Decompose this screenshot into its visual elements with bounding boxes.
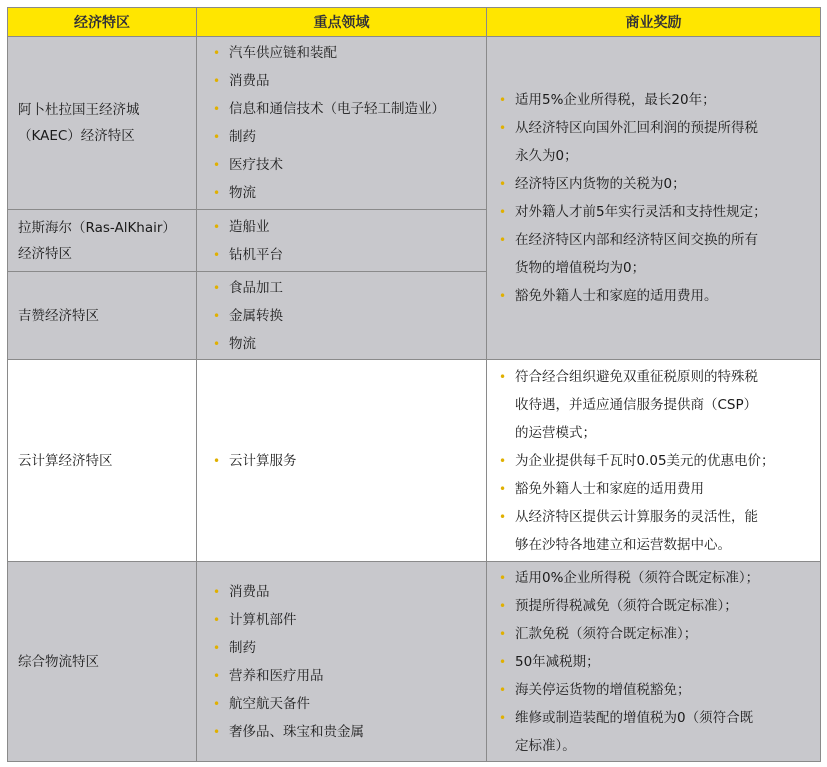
bullet-icon: • bbox=[499, 598, 507, 613]
bullet-icon: • bbox=[499, 626, 507, 641]
reward-list bbox=[495, 564, 814, 760]
focus-list bbox=[209, 578, 476, 746]
bullet-icon: • bbox=[213, 46, 221, 60]
reward-item-text: 定标准）。 bbox=[515, 737, 576, 754]
bullet-icon: • bbox=[213, 186, 221, 200]
bullet-icon: • bbox=[499, 289, 507, 303]
focus-cell bbox=[197, 272, 487, 360]
header-zone: 经济特区 bbox=[8, 8, 197, 37]
table-body bbox=[8, 37, 821, 762]
focus-item-text: 消费品 bbox=[229, 583, 270, 600]
bullet-icon: • bbox=[213, 696, 221, 711]
reward-item bbox=[495, 503, 814, 559]
zone-name-cell bbox=[8, 210, 197, 272]
table-row bbox=[8, 562, 821, 762]
focus-item bbox=[209, 718, 476, 746]
focus-cell bbox=[197, 210, 487, 272]
header-reward: 商业奖励 bbox=[487, 8, 821, 37]
reward-item-text: 维修或制造装配的增值税为0（须符合既 bbox=[515, 709, 754, 726]
bullet-icon: • bbox=[213, 584, 221, 599]
reward-item bbox=[495, 170, 814, 198]
zone-name-cell bbox=[8, 37, 197, 210]
bullet-icon: • bbox=[213, 247, 221, 262]
bullet-icon: • bbox=[213, 130, 221, 144]
reward-item bbox=[495, 447, 814, 475]
focus-item-text: 汽车供应链和装配 bbox=[229, 45, 337, 61]
reward-item-text: 经济特区内货物的关税为0； bbox=[515, 176, 686, 192]
focus-item bbox=[209, 179, 476, 207]
reward-item bbox=[495, 592, 814, 620]
reward-item-text: 豁免外籍人士和家庭的适用费用 bbox=[515, 480, 704, 497]
focus-item bbox=[209, 606, 476, 634]
reward-item-text: 为企业提供每千瓦时0.05美元的优惠电价； bbox=[515, 452, 775, 469]
bullet-icon: • bbox=[213, 612, 221, 627]
reward-item bbox=[495, 282, 814, 310]
reward-item-text: 符合经合组织避免双重征税原则的特殊税 bbox=[515, 368, 758, 385]
reward-item bbox=[495, 86, 814, 114]
zone-name-text: 综合物流特区 bbox=[18, 653, 99, 670]
focus-item-text: 钻机平台 bbox=[229, 246, 283, 263]
reward-item-text: 的运营模式； bbox=[515, 424, 596, 441]
zone-name-text: 吉赞经济特区 bbox=[18, 307, 99, 324]
reward-item-text: 对外籍人才前5年实行灵活和支持性规定； bbox=[515, 204, 767, 220]
bullet-icon: • bbox=[499, 369, 507, 384]
bullet-icon: • bbox=[213, 74, 221, 88]
bullet-icon: • bbox=[499, 453, 507, 468]
focus-item-text: 奢侈品、珠宝和贵金属 bbox=[229, 723, 364, 740]
bullet-icon: • bbox=[499, 710, 507, 725]
focus-item-text: 云计算服务 bbox=[229, 452, 297, 469]
bullet-icon: • bbox=[213, 308, 221, 323]
bullet-icon: • bbox=[499, 205, 507, 219]
table-header-row bbox=[8, 8, 821, 37]
focus-item bbox=[209, 302, 476, 330]
focus-item-text: 食品加工 bbox=[229, 279, 283, 296]
bullet-icon: • bbox=[499, 570, 507, 585]
zone-name-cell bbox=[8, 272, 197, 360]
focus-item-text: 制药 bbox=[229, 639, 256, 656]
reward-item-text: 收待遇，并适应通信服务提供商（CSP） bbox=[515, 396, 758, 413]
zone-name-text: 阿卜杜拉国王经济城 bbox=[18, 102, 140, 118]
bullet-icon: • bbox=[499, 682, 507, 697]
focus-item bbox=[209, 67, 476, 95]
reward-cell bbox=[487, 37, 821, 360]
zone-name bbox=[18, 303, 186, 329]
focus-item-text: 制药 bbox=[229, 129, 256, 145]
focus-item-text: 物流 bbox=[229, 335, 256, 352]
focus-item-text: 计算机部件 bbox=[229, 611, 297, 628]
bullet-icon: • bbox=[213, 158, 221, 172]
zone-name-cell bbox=[8, 360, 197, 562]
reward-item bbox=[495, 363, 814, 447]
reward-item-text: 适用0%企业所得税（须符合既定标准）； bbox=[515, 569, 760, 586]
special-economic-zones-table bbox=[7, 7, 821, 762]
bullet-icon: • bbox=[499, 233, 507, 247]
zone-name-text: 拉斯海尔（Ras-AlKhair） bbox=[18, 219, 176, 236]
zone-name-text: 经济特区 bbox=[18, 245, 72, 262]
focus-item bbox=[209, 662, 476, 690]
reward-item-text: 汇款免税（须符合既定标准）； bbox=[515, 625, 698, 642]
reward-item bbox=[495, 620, 814, 648]
bullet-icon: • bbox=[213, 280, 221, 295]
bullet-icon: • bbox=[213, 336, 221, 351]
table-row bbox=[8, 37, 821, 210]
reward-item-text: 适用5%企业所得税，最长20年； bbox=[515, 92, 716, 108]
reward-item bbox=[495, 648, 814, 676]
reward-item-text: 豁免外籍人士和家庭的适用费用。 bbox=[515, 288, 718, 304]
reward-list bbox=[495, 86, 814, 310]
bullet-icon: • bbox=[213, 102, 221, 116]
focus-item-text: 营养和医疗用品 bbox=[229, 667, 324, 684]
focus-item bbox=[209, 690, 476, 718]
focus-item bbox=[209, 95, 476, 123]
bullet-icon: • bbox=[499, 177, 507, 191]
reward-cell bbox=[487, 562, 821, 762]
reward-item-text: 50年减税期； bbox=[515, 653, 600, 670]
reward-item bbox=[495, 564, 814, 592]
focus-item-text: 信息和通信技术（电子轻工制造业） bbox=[229, 101, 445, 117]
bullet-icon: • bbox=[499, 121, 507, 135]
focus-item bbox=[209, 447, 476, 475]
table-row bbox=[8, 360, 821, 562]
reward-item-text: 海关停运货物的增值税豁免； bbox=[515, 681, 691, 698]
focus-cell bbox=[197, 37, 487, 210]
zone-name bbox=[18, 448, 186, 474]
focus-item-text: 航空航天备件 bbox=[229, 695, 310, 712]
reward-item-text: 货物的增值税均为0； bbox=[515, 260, 646, 276]
reward-item bbox=[495, 676, 814, 704]
focus-item-text: 造船业 bbox=[229, 218, 270, 235]
reward-item-text: 在经济特区内部和经济特区间交换的所有 bbox=[515, 232, 758, 248]
focus-item bbox=[209, 578, 476, 606]
bullet-icon: • bbox=[213, 668, 221, 683]
bullet-icon: • bbox=[499, 509, 507, 524]
header-focus: 重点领域 bbox=[197, 8, 487, 37]
focus-item-text: 消费品 bbox=[229, 73, 270, 89]
zone-name-text: 云计算经济特区 bbox=[18, 452, 113, 469]
reward-cell bbox=[487, 360, 821, 562]
reward-item-text: 够在沙特各地建立和运营数据中心。 bbox=[515, 536, 731, 553]
reward-item-text: 从经济特区提供云计算服务的灵活性，能 bbox=[515, 508, 758, 525]
bullet-icon: • bbox=[213, 640, 221, 655]
focus-item bbox=[209, 39, 476, 67]
bullet-icon: • bbox=[499, 93, 507, 107]
reward-item-text: 预提所得税减免（须符合既定标准）； bbox=[515, 597, 738, 614]
bullet-icon: • bbox=[213, 724, 221, 739]
focus-list bbox=[209, 447, 476, 475]
reward-item bbox=[495, 704, 814, 760]
zone-name bbox=[18, 215, 186, 267]
zone-name-text: （KAEC）经济特区 bbox=[18, 128, 135, 144]
focus-item-text: 医疗技术 bbox=[229, 157, 283, 173]
reward-item-text: 永久为0； bbox=[515, 148, 578, 164]
focus-item bbox=[209, 151, 476, 179]
bullet-icon: • bbox=[213, 453, 221, 468]
focus-list bbox=[209, 39, 476, 207]
zone-name-cell bbox=[8, 562, 197, 762]
focus-cell bbox=[197, 562, 487, 762]
focus-cell bbox=[197, 360, 487, 562]
reward-item bbox=[495, 114, 814, 170]
focus-item bbox=[209, 274, 476, 302]
focus-list bbox=[209, 274, 476, 358]
focus-item-text: 物流 bbox=[229, 185, 256, 201]
focus-item bbox=[209, 241, 476, 269]
reward-item bbox=[495, 226, 814, 282]
bullet-icon: • bbox=[499, 481, 507, 496]
reward-item bbox=[495, 475, 814, 503]
reward-item bbox=[495, 198, 814, 226]
bullet-icon: • bbox=[213, 219, 221, 234]
reward-list bbox=[495, 363, 814, 559]
focus-item bbox=[209, 123, 476, 151]
zone-name bbox=[18, 649, 186, 675]
reward-item-text: 从经济特区向国外汇回利润的预提所得税 bbox=[515, 120, 758, 136]
focus-item bbox=[209, 213, 476, 241]
focus-list bbox=[209, 213, 476, 269]
zone-name bbox=[18, 97, 186, 149]
focus-item-text: 金属转换 bbox=[229, 307, 283, 324]
bullet-icon: • bbox=[499, 654, 507, 669]
focus-item bbox=[209, 330, 476, 358]
focus-item bbox=[209, 634, 476, 662]
